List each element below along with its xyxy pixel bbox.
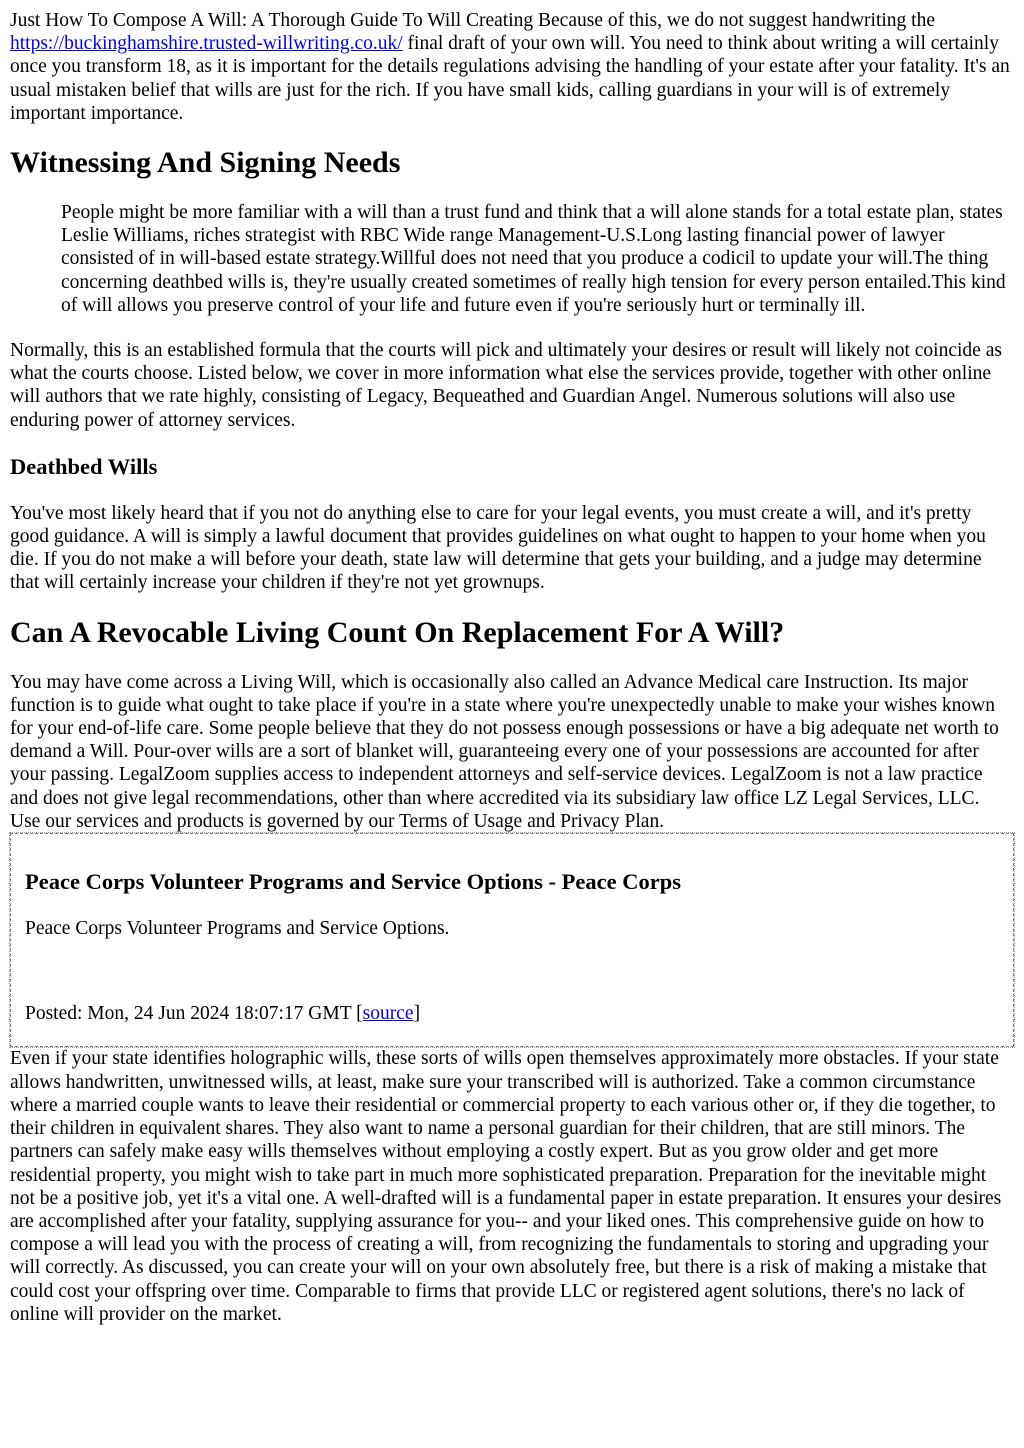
intro-text-after-link: final draft of your own will. You need to think about writing a will certainly once you transform 18, as it is important for the details regulations advising the handling of your estate after your fatality. It's an usual mistaken belief that wills are just for the rich. If you have small kids, calling guardians in your will is of extremely important importance. bbox=[10, 33, 1010, 124]
heading-witnessing: Witnessing And Signing Needs bbox=[10, 146, 401, 180]
heading-revocable-living: Can A Revocable Living Count On Replacement For A Will? bbox=[10, 615, 785, 649]
paragraph-courts: Normally, this is an established formula that the courts will pick and ultimately your desires or result will likely not coincide as what the courts choose. Listed below, we cover in more information what else the services provide, together with other online will authors that we rate highly, consisting of Legacy, Bequeathed and Guardian Angel. Numerous solutions will also use enduring power of attorney services. bbox=[10, 340, 1002, 431]
paragraph-legal-document: You've most likely heard that if you not do anything else to care for your legal events, you must create a will, and it's pretty good guidance. A will is simply a lawful document that provides guidelines on what ought to happen to your home when you die. If you do not make a will before your death, state law will determine that gets your building, and a judge may determine that will certainly increase your children if they're not yet grownups. bbox=[10, 502, 986, 594]
embed-description: Peace Corps Volunteer Programs and Service Options. bbox=[25, 918, 450, 940]
embed-title: Peace Corps Volunteer Programs and Service Options - Peace Corps bbox=[25, 869, 681, 895]
embed-posted-date: Posted: Mon, 24 Jun 2024 18:07:17 GMT [ bbox=[25, 1003, 363, 1025]
paragraph-living-will: You may have come across a Living Will, which is occasionally also called an Advance Medical care Instruction. Its major function is to guide what ought to take place if you're in a state where you're unexpectedly unable to make your wishes known for your end-of-life care. Some people believe that they do not possess enough possessions or have a big adequate net worth to demand a Will. Pour-over wills are a sort of blanket will, guaranteeing every one of your possessions are accounted for after your passing. LegalZoom supplies access to independent attorneys and self-service devices. LegalZoom is not a law practice and does not give legal recommendations, other than where accredited via its subsidiary law office LZ Legal Services, LLC. Use our services and products is governed by our Terms of Usage and Privacy Plan. bbox=[10, 671, 999, 832]
embed-posted-suffix: ] bbox=[413, 1003, 421, 1025]
intro-paragraph bbox=[10, 9, 1014, 125]
heading-deathbed-wills: Deathbed Wills bbox=[10, 453, 158, 479]
intro-text-before-link: Just How To Compose A Will: A Thorough Guide To Will Creating Because of this, we do not suggest handwriting the bbox=[10, 10, 935, 31]
intro-link[interactable]: https://buckinghamshire.trusted-willwriting.co.uk/ bbox=[10, 33, 403, 55]
news-embed-card bbox=[10, 833, 1014, 1047]
paragraph-holographic-wills: Even if your state identifies holographic wills, these sorts of wills open themselves approximately more obstacles. If your state allows handwritten, unwitnessed wills, at least, make sure your transcribed will is authorized. Take a common circumstance where a married couple wants to leave their residential or commercial property to each various other or, if they die together, to their children in equivalent shares. They also want to name a personal guardian for their children, that are still minors. The partners can safely make easy wills themselves without employing a costly expert. But as you grow older and get more residential property, you might wish to take part in much more sophisticated preparation. Preparation for the inevitable might not be a positive job, yet it's a vital one. A well-drafted will is a fundamental paper in estate preparation. It ensures your desires are accomplished after your fatality, supplying assurance for you-- and your liked ones. This comprehensive guide on how to compose a will lead you with the process of creating a will, from recognizing the fundamentals to storing and upgrading your will correctly. As discussed, you can create your will on your own absolutely free, but there is a risk of making a mistake that could cost your offspring over time. Comparable to firms that provide LLC or registered agent solutions, there's no lack of online will provider on the market. bbox=[10, 1048, 1002, 1325]
embed-source-link[interactable]: source bbox=[362, 1003, 414, 1025]
quote-block: People might be more familiar with a will than a trust fund and think that a will alone stands for a total estate plan, states Leslie Williams, riches strategist with RBC Wide range Management-U.S.Long lasting financial power of lawyer consisted of in will-based estate strategy.Willful does not need that you produce a codicil to update your will.The thing concerning deathbed wills is, they're usually created sometimes of really high tension for every person entailed.This kind of will allows you preserve control of your life and future even if you're seriously hurt or terminally ill. bbox=[61, 202, 1006, 316]
embed-posted-line bbox=[25, 1002, 999, 1025]
